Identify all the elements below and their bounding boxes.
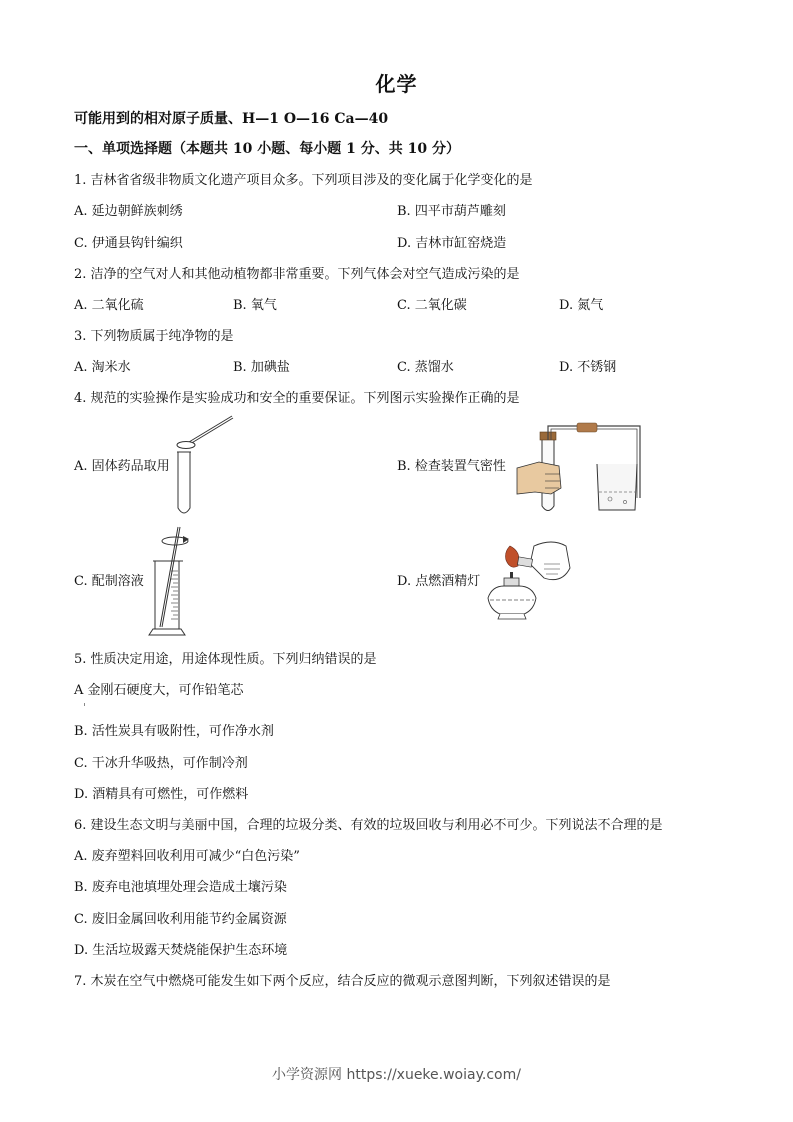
footer-watermark: 小学资源网 https://xueke.woiay.com/ bbox=[272, 1067, 521, 1083]
q3-option-a: A. 淘米水 bbox=[74, 360, 131, 375]
q6-option-b: B. 废弃电池填埋处理会造成土壤污染 bbox=[74, 880, 287, 895]
question-3-stem: 3. 下列物质属于纯净物的是 bbox=[74, 329, 234, 344]
q2-option-b: B. 氧气 bbox=[233, 298, 277, 313]
question-6-stem: 6. 建设生态文明与美丽中国，合理的垃圾分类、有效的垃圾回收与利用必不可少。下列说法不合理的是 bbox=[74, 818, 663, 833]
q5-option-d: D. 酒精具有可燃性，可作燃料 bbox=[74, 787, 249, 802]
q3-option-b: B. 加碘盐 bbox=[233, 360, 290, 375]
q2-option-a: A. 二氧化硫 bbox=[74, 298, 144, 313]
atomic-masses-line: 可能用到的相对原子质量、H—1 O—16 Ca—40 bbox=[74, 111, 389, 127]
question-1-stem: 1. 吉林省省级非物质文化遗产项目众多。下列项目涉及的变化属于化学变化的是 bbox=[74, 173, 533, 188]
stray-mark bbox=[84, 703, 85, 706]
q3-option-d: D. 不锈钢 bbox=[559, 360, 617, 375]
q5-option-b: B. 活性炭具有吸附性，可作净水剂 bbox=[74, 724, 274, 739]
page-title: 化学 bbox=[375, 72, 418, 96]
question-7-stem: 7. 木炭在空气中燃烧可能发生如下两个反应，结合反应的微观示意图判断，下列叙述错误的是 bbox=[74, 974, 611, 989]
q1-option-a: A. 延边朝鲜族刺绣 bbox=[74, 204, 183, 219]
question-5-stem: 5. 性质决定用途，用途体现性质。下列归纳错误的是 bbox=[74, 652, 377, 667]
q1-option-c: C. 伊通县钩针编织 bbox=[74, 236, 183, 251]
q2-option-c: C. 二氧化碳 bbox=[397, 298, 467, 313]
q4-option-b: B. 检查装置气密性 bbox=[397, 459, 506, 474]
q4-option-a: A. 固体药品取用 bbox=[74, 459, 170, 474]
q4-option-d: D. 点燃酒精灯 bbox=[397, 574, 481, 589]
q3-option-c: C. 蒸馏水 bbox=[397, 360, 454, 375]
graduated-cylinder-stirring-figure bbox=[145, 523, 195, 639]
alcohol-lamp-lighting-figure bbox=[482, 538, 578, 622]
question-2-stem: 2. 洁净的空气对人和其他动植物都非常重要。下列气体会对空气造成污染的是 bbox=[74, 267, 520, 282]
q4-option-c: C. 配制溶液 bbox=[74, 574, 144, 589]
q2-option-d: D. 氮气 bbox=[559, 298, 604, 313]
airtightness-check-figure bbox=[515, 418, 645, 516]
spoon-test-tube-figure bbox=[170, 412, 240, 520]
q1-option-b: B. 四平市葫芦雕刻 bbox=[397, 204, 506, 219]
q6-option-a: A. 废弃塑料回收利用可减少“白色污染” bbox=[74, 849, 300, 864]
q6-option-d: D. 生活垃圾露天焚烧能保护生态环境 bbox=[74, 943, 288, 958]
q5-option-c: C. 干冰升华吸热，可作制冷剂 bbox=[74, 756, 248, 771]
q1-option-d: D. 吉林市缸窑烧造 bbox=[397, 236, 507, 251]
section-heading: 一、单项选择题（本题共 10 小题、每小题 1 分、共 10 分） bbox=[74, 141, 460, 157]
q6-option-c: C. 废旧金属回收利用能节约金属资源 bbox=[74, 912, 287, 927]
question-4-stem: 4. 规范的实验操作是实验成功和安全的重要保证。下列图示实验操作正确的是 bbox=[74, 391, 520, 406]
q5-option-a: A 金刚石硬度大，可作铅笔芯 bbox=[74, 683, 244, 698]
